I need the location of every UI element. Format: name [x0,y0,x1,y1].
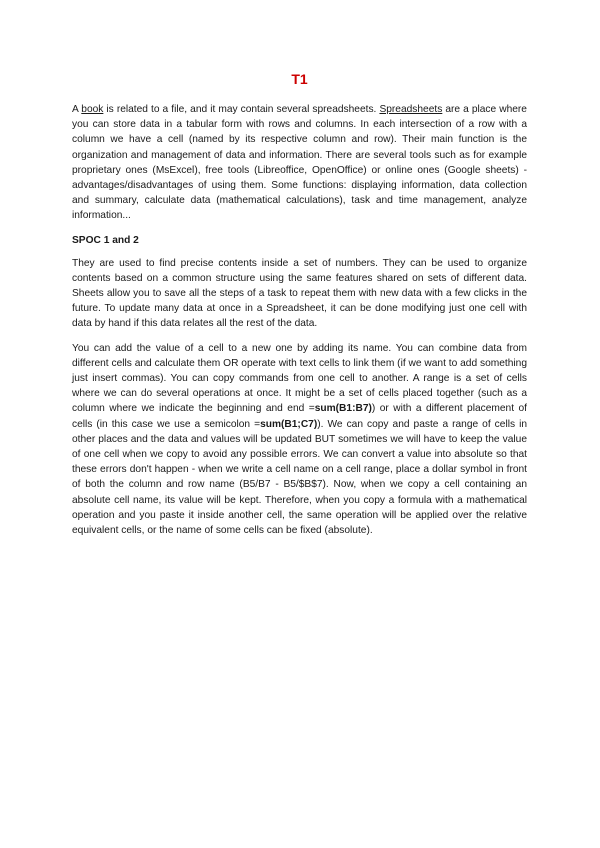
ranges-text-1: You can add the value of a cell to a new one by adding its name. You can combine data from different cells and calculate them OR operate with text cells to link them (if we want to add something just insert commas). You can copy commands from one cell to another. A range is a set of cells where we can do several operations at once. It might be a set of cells placed together (such as a column where we indicate the beginning and end = [72,342,527,415]
book-term: book [81,104,104,115]
document-title: T1 [291,71,308,87]
document-page [72,70,527,547]
intro-paragraph [72,102,527,224]
section-heading: SPOC 1 and 2 [72,234,139,246]
ranges-text-2: ) or with a different placement of cells (in this case we use a semicolon = [72,403,527,430]
spreadsheets-term: Spreadsheets [379,104,443,115]
ranges-paragraph [72,341,527,539]
formula-sum-column: sum(B1:B7) [314,403,372,415]
intro-text-1: A [72,104,82,115]
intro-text-2: is related to a file, and it may contain several spreadsheets. [103,104,380,115]
spoc-paragraph: They are used to find precise contents inside a set of numbers. They can be used to organize contents based on a common structure using the same features shared on sets of different data. Sheets allow you to save all the steps of a task to repeat them with new data with a few clicks in the future. To update many data at once in a Spreadsheet, it can be done modifying just one cell with data by hand if this data relates all the rest of the data. [72,257,527,330]
formula-sum-semicolon: sum(B1;C7) [260,418,318,430]
intro-text-3: are a place where you can store data in a tabular form with rows and columns. In each intersection of a row with a column we have a cell (named by its respective column and row). Their main function is the organization and management of data and information. There are several tools such as for example proprietary ones (MsExcel), free tools (Libreoffice, OpenOffice) or online ones (Google sheets) - advantages/disadvantages of using them. Some functions: displaying information, data collection and summary, calculate data (mathematical calculations), task and time management, analyze information... [72,104,527,222]
ranges-text-3: ). We can copy and paste a range of cells in other places and the data and values will be updated BUT sometimes we will have to keep the value of one cell when we copy to avoid any possible errors. We can convert a value into absolute so that these errors don't happen - when we write a cell name on a cell range, place a dollar symbol in front of both the column and row name (B5/B7 - B5/$B$7). Now, when we copy a cell containing an absolute cell name, its value will be kept. Therefore, when you copy a formula with a mathematical operation and you paste it inside another cell, the same operation will be applied over the relative equivalent cells, or the name of some cells can be fixed (absolute). [72,418,528,537]
